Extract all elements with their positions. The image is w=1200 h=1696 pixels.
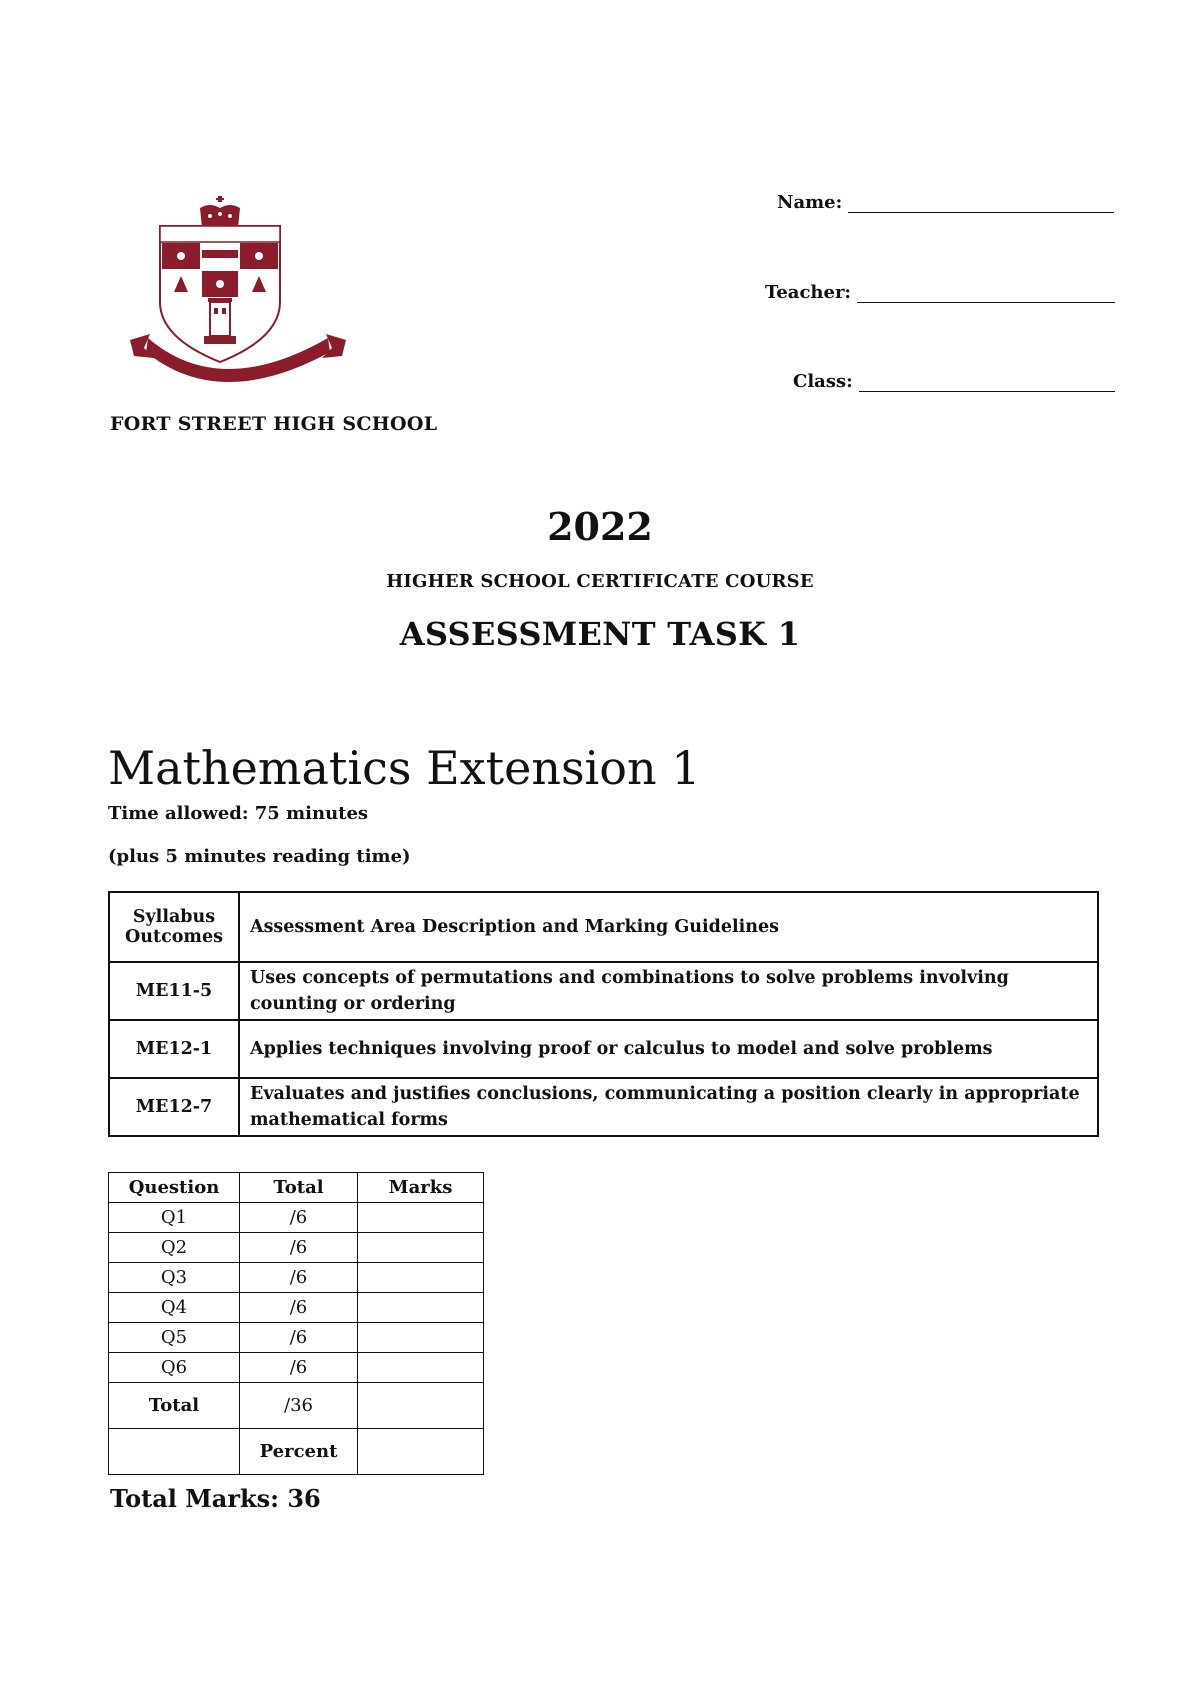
subject-title: Mathematics Extension 1 (108, 741, 701, 795)
table-row (109, 1020, 1098, 1078)
outcome-code: ME11-5 (109, 962, 239, 1020)
task-title: ASSESSMENT TASK 1 (399, 615, 801, 653)
table-row (109, 1203, 484, 1233)
name-label: Name: (777, 192, 843, 213)
marks-cell[interactable] (358, 1233, 484, 1263)
school-crest-logo (130, 190, 346, 400)
question-label: Q5 (109, 1323, 240, 1353)
header-assessment-description: Assessment Area Description and Marking Guidelines (239, 892, 1098, 962)
header-marks: Marks (358, 1173, 484, 1203)
marks-table (108, 1172, 484, 1475)
table-row (109, 962, 1098, 1020)
percent-label: Percent (240, 1429, 358, 1475)
teacher-label: Teacher: (765, 282, 852, 303)
total-marks: Total Marks: 36 (110, 1484, 321, 1513)
table-row (109, 1233, 484, 1263)
header-question: Question (109, 1173, 240, 1203)
name-input-line[interactable] (848, 196, 1114, 213)
question-label: Q6 (109, 1353, 240, 1383)
question-label: Q4 (109, 1293, 240, 1323)
table-row (109, 1078, 1098, 1136)
outcome-description: Evaluates and justifies conclusions, communicating a position clearly in appropriate mathematical forms (239, 1078, 1098, 1136)
table-header-row (109, 1173, 484, 1203)
table-row (109, 1263, 484, 1293)
table-row (109, 1323, 484, 1353)
name-field[interactable] (777, 192, 1114, 213)
question-total: /6 (240, 1233, 358, 1263)
header-syllabus-outcomes: Syllabus Outcomes (109, 892, 239, 962)
table-row (109, 1353, 484, 1383)
course-title: HIGHER SCHOOL CERTIFICATE COURSE (386, 571, 814, 592)
question-label: Q2 (109, 1233, 240, 1263)
percent-row (109, 1429, 484, 1475)
question-label: Q3 (109, 1263, 240, 1293)
outcome-code: ME12-7 (109, 1078, 239, 1136)
table-header-row (109, 892, 1098, 962)
shield-icon (160, 226, 280, 362)
teacher-field[interactable] (765, 282, 1115, 303)
header-total: Total (240, 1173, 358, 1203)
outcome-description: Uses concepts of permutations and combinations to solve problems involving counting or ordering (239, 962, 1098, 1020)
class-label: Class: (793, 371, 853, 392)
table-row (109, 1293, 484, 1323)
question-total: /6 (240, 1323, 358, 1353)
outcome-code: ME12-1 (109, 1020, 239, 1078)
marks-cell[interactable] (358, 1293, 484, 1323)
question-total: /6 (240, 1263, 358, 1293)
total-row (109, 1383, 484, 1429)
marks-cell[interactable] (358, 1353, 484, 1383)
reading-time: (plus 5 minutes reading time) (108, 846, 411, 867)
percent-blank-cell (109, 1429, 240, 1475)
marks-cell[interactable] (358, 1323, 484, 1353)
school-name: FORT STREET HIGH SCHOOL (110, 413, 438, 435)
total-value: /36 (240, 1383, 358, 1429)
question-label: Q1 (109, 1203, 240, 1233)
class-field[interactable] (793, 371, 1115, 392)
question-total: /6 (240, 1203, 358, 1233)
teacher-input-line[interactable] (857, 286, 1115, 303)
time-allowed: Time allowed: 75 minutes (108, 803, 369, 824)
total-marks-cell[interactable] (358, 1383, 484, 1429)
marks-cell[interactable] (358, 1203, 484, 1233)
total-label: Total (109, 1383, 240, 1429)
question-total: /6 (240, 1293, 358, 1323)
percent-cell[interactable] (358, 1429, 484, 1475)
class-input-line[interactable] (859, 375, 1115, 392)
marks-cell[interactable] (358, 1263, 484, 1293)
outcome-description: Applies techniques involving proof or calculus to model and solve problems (239, 1020, 1098, 1078)
outcomes-table (108, 891, 1099, 1137)
question-total: /6 (240, 1353, 358, 1383)
exam-year: 2022 (547, 504, 653, 549)
